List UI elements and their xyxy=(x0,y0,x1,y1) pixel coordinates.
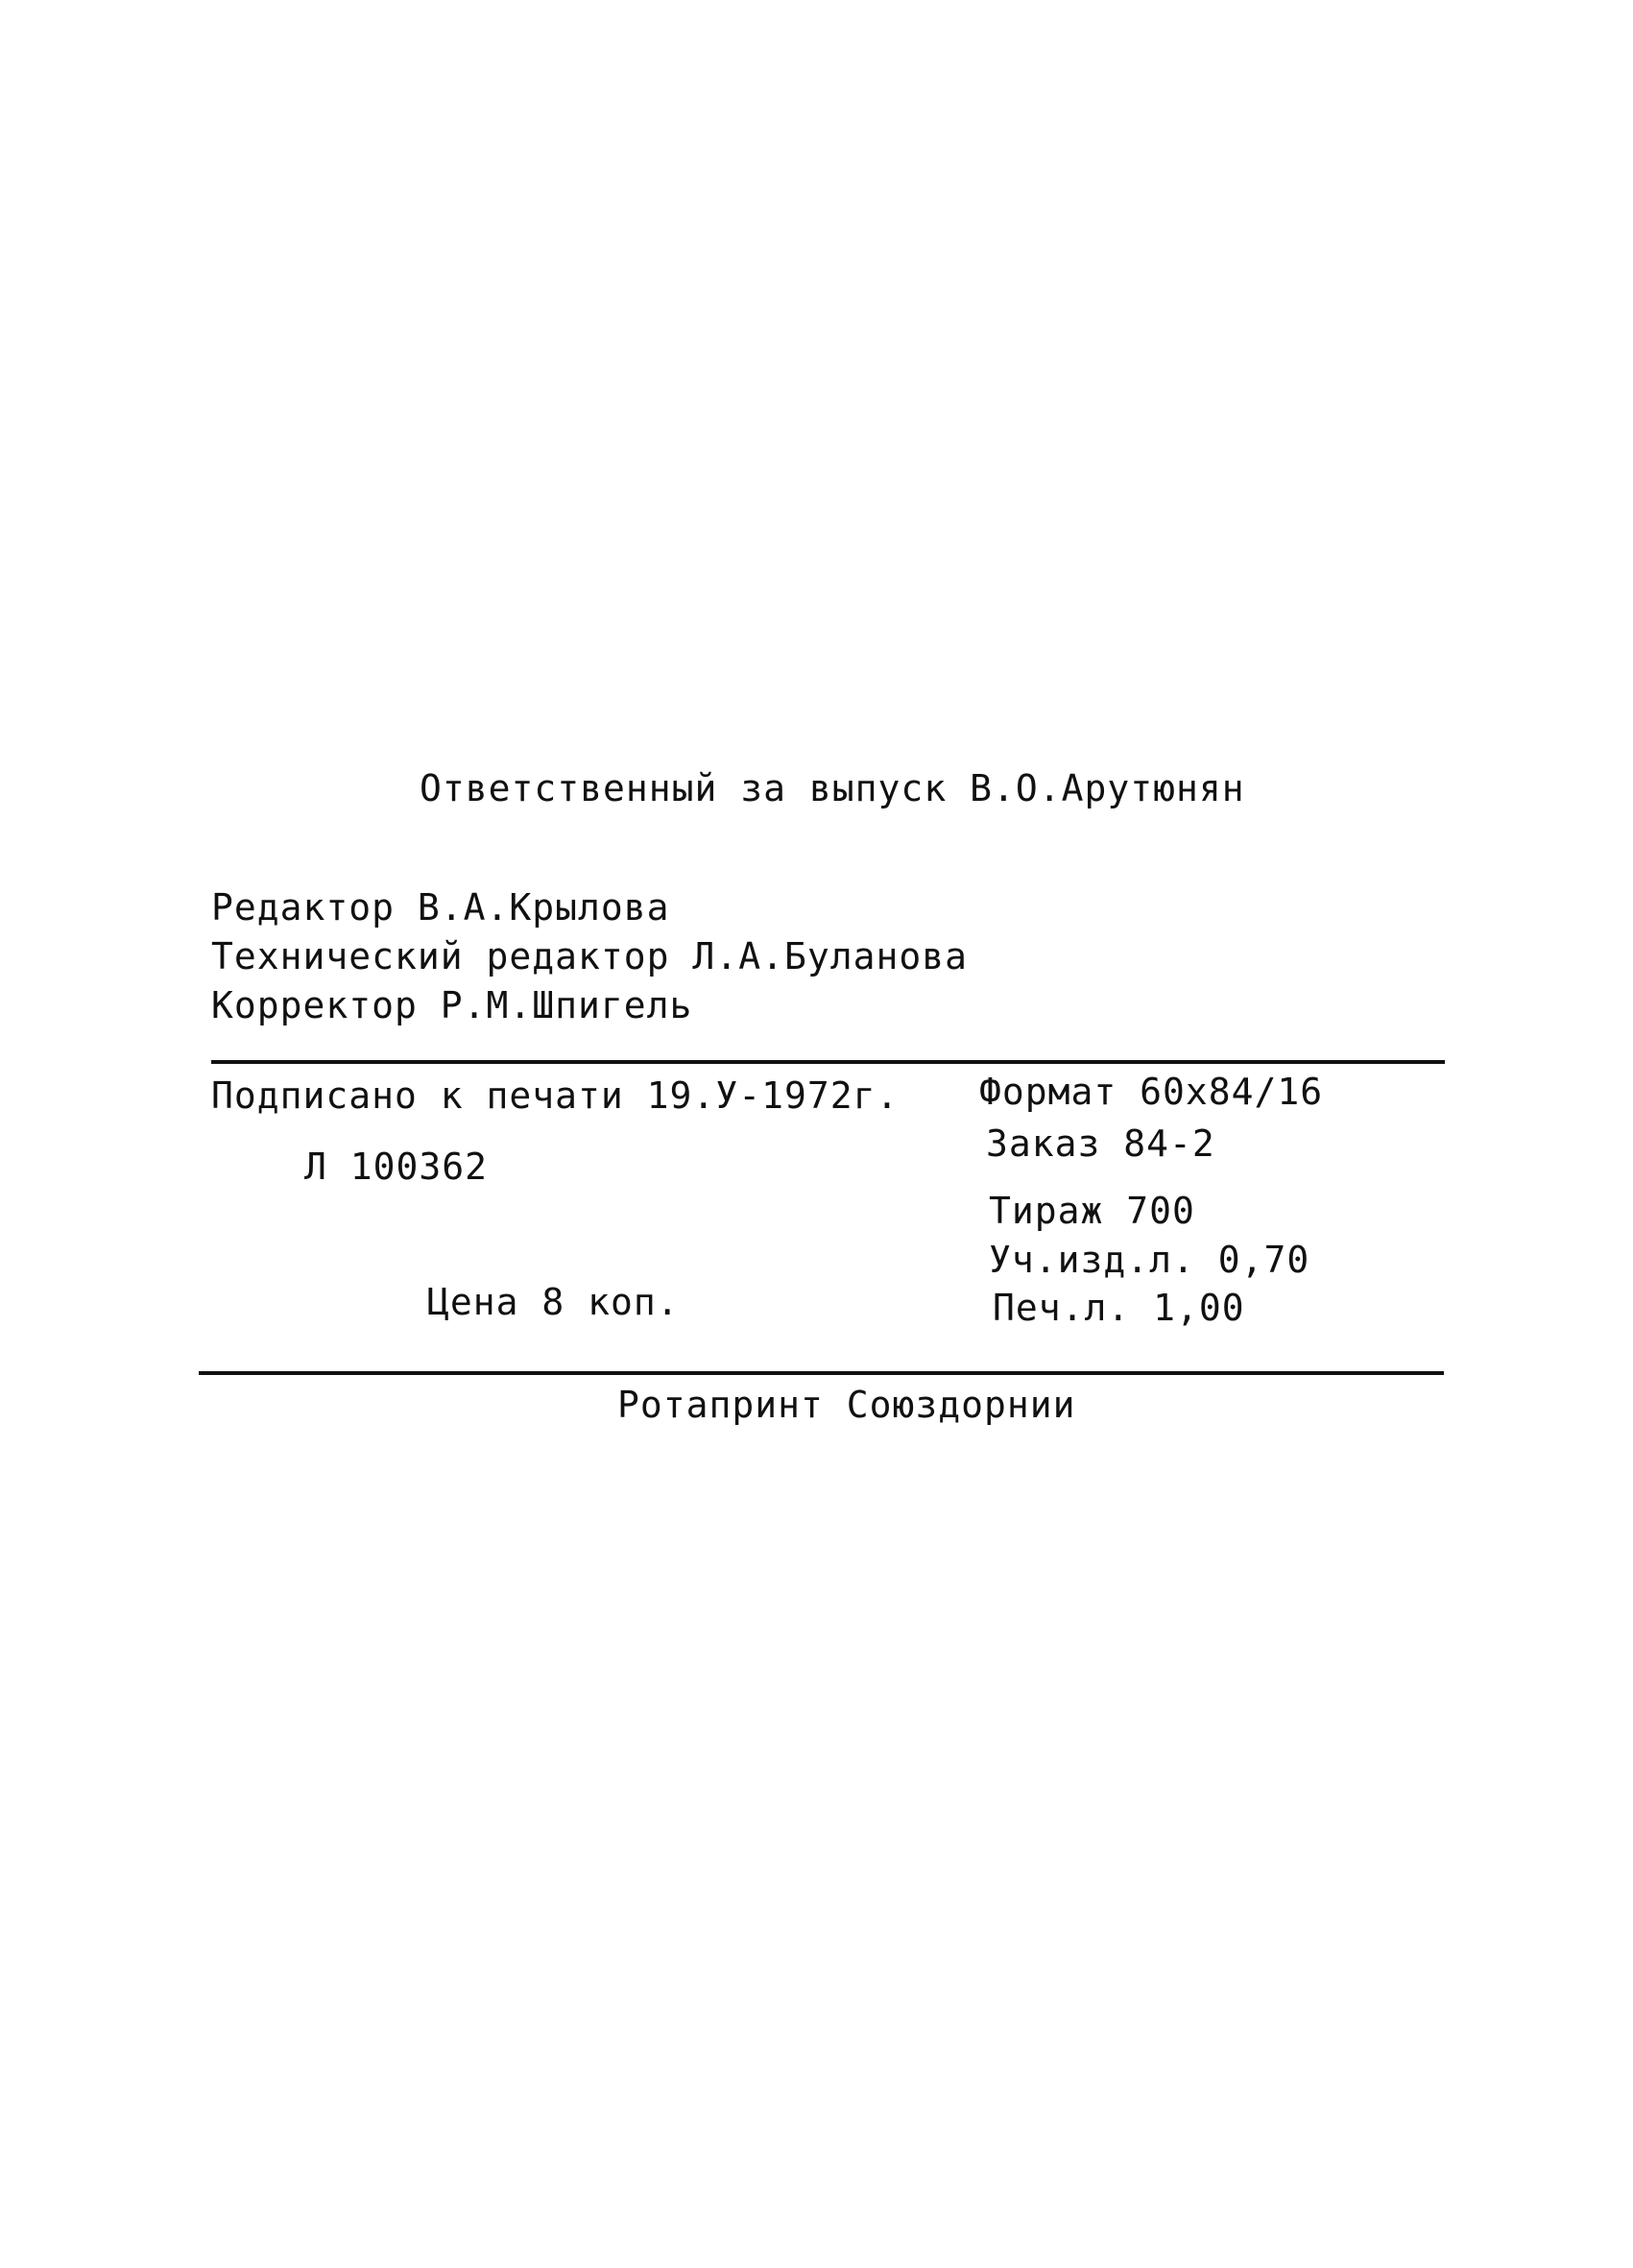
responsible-line: Ответственный за выпуск В.О.Арутюнян xyxy=(420,767,1245,809)
format-line: Формат 60x84/16 xyxy=(979,1071,1324,1113)
printer-line: Ротапринт Союздорнии xyxy=(617,1384,1076,1426)
signed-line: Подписано к печати 19.У-1972г. xyxy=(211,1074,900,1117)
bottom-divider xyxy=(199,1371,1444,1375)
editor-line: Редактор В.А.Крылова xyxy=(211,886,670,929)
print-run-line: Тираж 700 xyxy=(989,1190,1195,1232)
order-line: Заказ 84-2 xyxy=(986,1122,1215,1165)
print-sheets-line: Печ.л. 1,00 xyxy=(993,1287,1245,1329)
top-divider xyxy=(211,1060,1445,1064)
tech-editor-line: Технический редактор Л.А.Буланова xyxy=(211,935,968,977)
publisher-sheets-line: Уч.изд.л. 0,70 xyxy=(989,1239,1310,1281)
proofreader-line: Корректор Р.М.Шпигель xyxy=(211,984,693,1026)
price-line: Цена 8 коп. xyxy=(427,1281,680,1323)
license-line: Л 100362 xyxy=(304,1146,489,1188)
